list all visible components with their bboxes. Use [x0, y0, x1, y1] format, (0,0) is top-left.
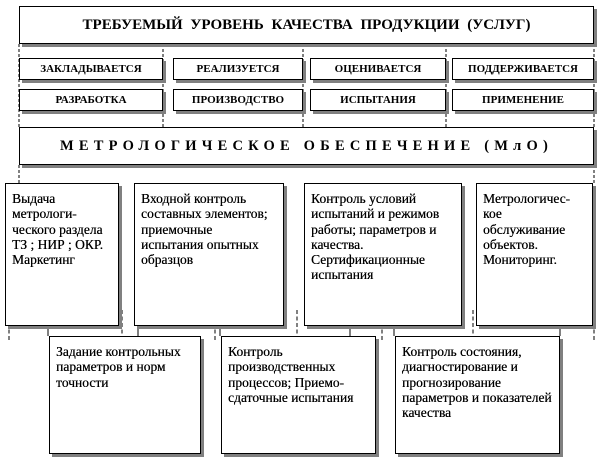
phase-stage-label: ИСПЫТАНИЯ	[340, 94, 416, 106]
phase-action-box-1	[19, 58, 163, 80]
phase-action-label: РЕАЛИЗУЕТСЯ	[196, 63, 280, 75]
metrological-support-box	[19, 127, 594, 165]
phase-stage-box-3	[310, 89, 446, 111]
quality-level-title-box	[19, 6, 594, 44]
phase-stage-label: ПРИМЕНЕНИЕ	[482, 94, 564, 106]
phase-action-box-3	[310, 58, 446, 80]
phase-action-box-4	[452, 58, 594, 80]
phase-stage-box-4	[452, 89, 594, 111]
task-box-condition-control	[395, 336, 560, 454]
quality-level-title: ТРЕБУЕМЫЙ УРОВЕНЬ КАЧЕСТВА ПРОДУКЦИИ (УСЛУГ)	[82, 16, 531, 33]
task-text: Контроль производственных процессов; Приемо-сдаточные испытания	[228, 344, 354, 405]
task-box-testing	[304, 183, 462, 326]
task-text: Входной контроль составных элементов; приемочные испытания опытных образцов	[141, 191, 268, 268]
task-box-accuracy-norms	[49, 336, 201, 454]
task-text: Выдача метрологи-ческого раздела ТЗ ; НИР ; ОКР. Маркетинг	[12, 191, 103, 268]
task-text: Контроль условий испытаний и режимов работы; параметров и качества. Сертификационные испытания	[311, 191, 440, 283]
phase-stage-label: ПРОИЗВОДСТВО	[191, 94, 285, 106]
phase-stage-box-2	[173, 89, 303, 111]
task-box-process-control	[221, 336, 376, 454]
task-text: Метрологичес-кое обслуживание объектов. Мониторинг.	[483, 191, 571, 268]
phase-stage-label: РАЗРАБОТКА	[55, 94, 127, 106]
phase-action-box-2	[173, 58, 303, 80]
phase-action-label: ЗАКЛАДЫВАЕТСЯ	[40, 63, 142, 75]
phase-action-label: ПОДДЕРЖИВАЕТСЯ	[468, 63, 578, 75]
task-box-application	[476, 183, 593, 326]
task-text: Задание контрольных параметров и норм точности	[56, 344, 181, 390]
phase-stage-box-1	[19, 89, 163, 111]
task-box-development	[5, 183, 119, 326]
phase-action-label: ОЦЕНИВАЕТСЯ	[334, 63, 422, 75]
task-text: Контроль состояния, диагностирование и прогнозирование параметров и показателей качества	[402, 344, 552, 421]
task-box-production	[134, 183, 284, 326]
metrological-support-title: МЕТРОЛОГИЧЕСКОЕ ОБЕСПЕЧЕНИЕ (МлО)	[60, 137, 553, 154]
